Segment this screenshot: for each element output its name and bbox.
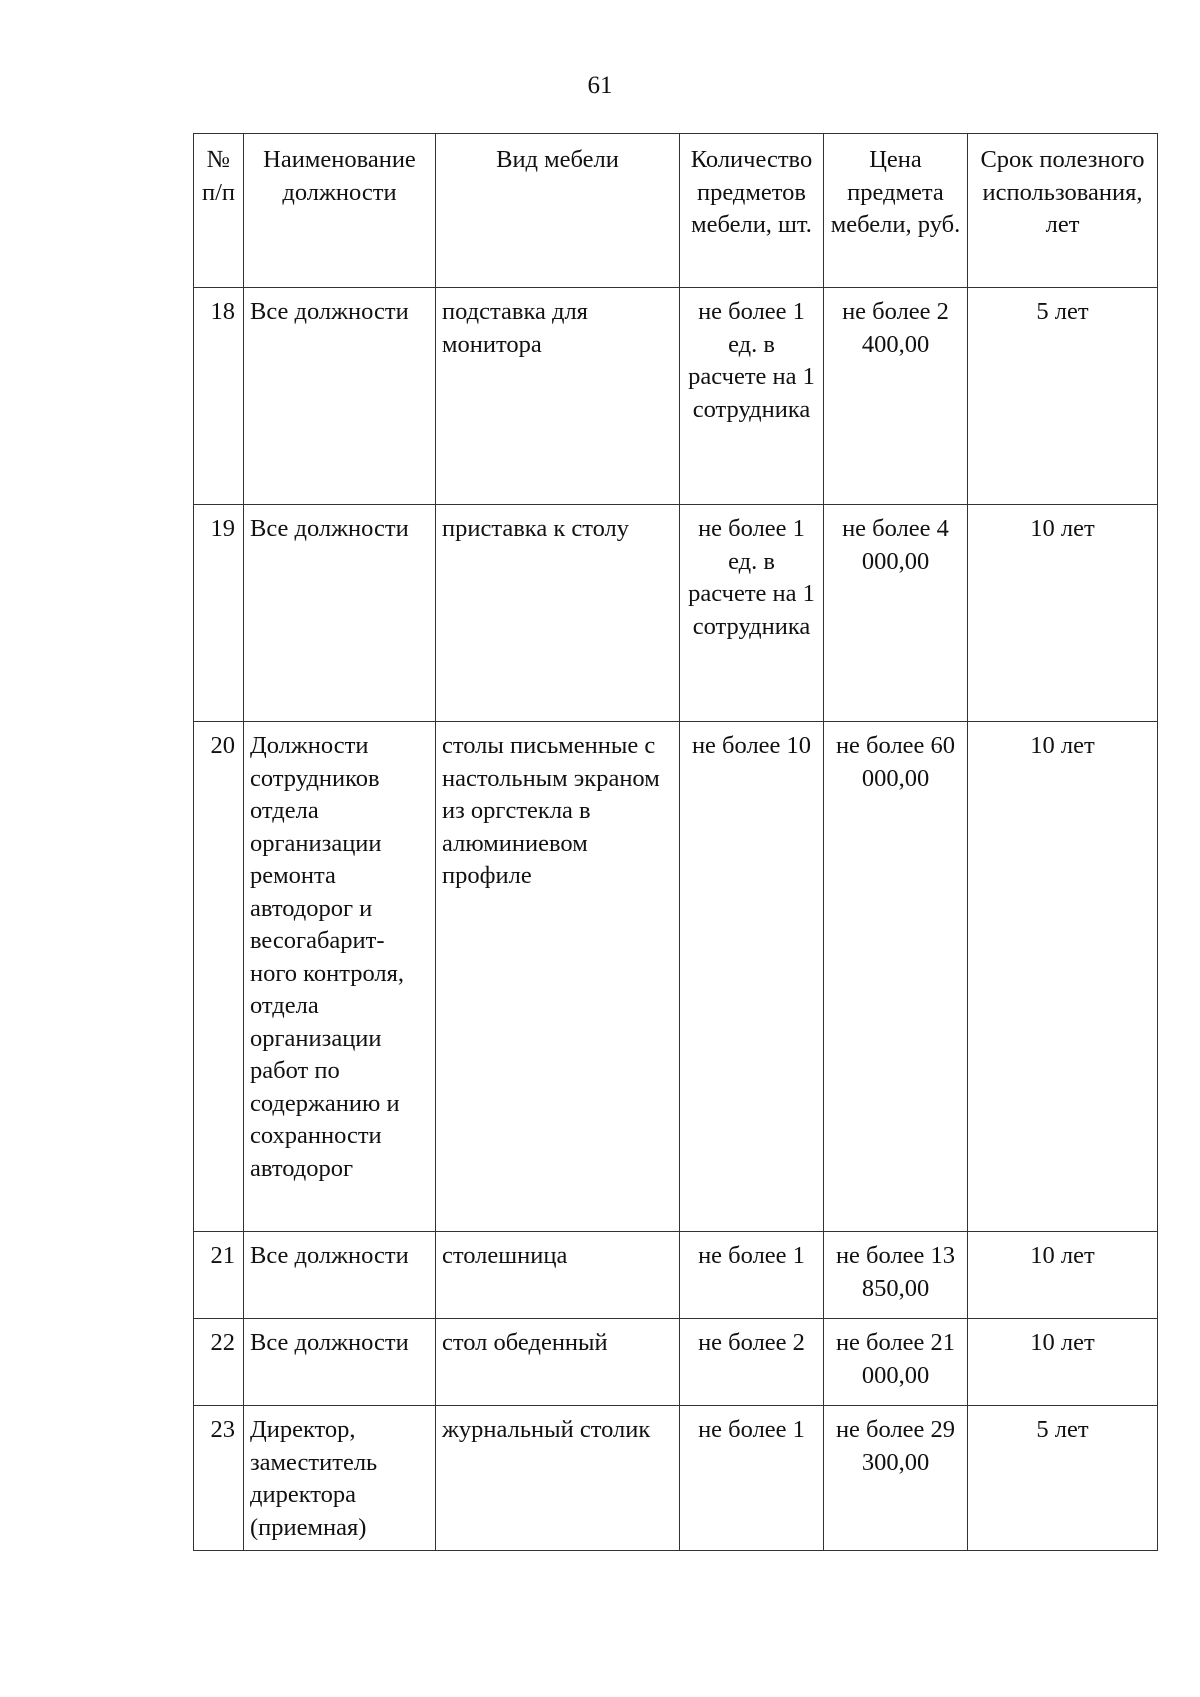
table-row [194,1319,1158,1406]
cell-quantity: не более 1 [680,1406,824,1551]
cell-price: не более 60 000,00 [824,722,968,1232]
cell-quantity: не более 1 [680,1232,824,1319]
cell-position: Все должности [244,505,436,722]
cell-price: не более 29 300,00 [824,1406,968,1551]
cell-price: не более 2 400,00 [824,288,968,505]
table-header-row [194,134,1158,288]
cell-position: Директор, заместитель директора (приемная) [244,1406,436,1551]
table-row [194,505,1158,722]
cell-num: 23 [194,1406,244,1551]
header-quantity: Количество предметов мебели, шт. [680,134,824,288]
cell-quantity: не более 1 ед. в расчете на 1 сотрудника [680,505,824,722]
table-row [194,1406,1158,1551]
cell-position: Все должности [244,1232,436,1319]
cell-furniture-type: приставка к столу [436,505,680,722]
cell-price: не более 4 000,00 [824,505,968,722]
cell-num: 21 [194,1232,244,1319]
header-price: Цена предмета мебели, руб. [824,134,968,288]
header-position: Наименование должности [244,134,436,288]
cell-term: 5 лет [968,1406,1158,1551]
cell-furniture-type: столы письменные с настольным экраном из оргстекла в алюминиевом профиле [436,722,680,1232]
cell-quantity: не более 10 [680,722,824,1232]
header-term: Срок полезного использования, лет [968,134,1158,288]
header-furniture-type: Вид мебели [436,134,680,288]
cell-quantity: не более 2 [680,1319,824,1406]
cell-term: 10 лет [968,1319,1158,1406]
cell-num: 19 [194,505,244,722]
furniture-table [193,133,1158,1551]
table-row [194,722,1158,1232]
cell-term: 10 лет [968,505,1158,722]
cell-num: 22 [194,1319,244,1406]
cell-term: 10 лет [968,1232,1158,1319]
table-row [194,1232,1158,1319]
cell-furniture-type: стол обеденный [436,1319,680,1406]
cell-price: не более 13 850,00 [824,1232,968,1319]
cell-num: 20 [194,722,244,1232]
cell-furniture-type: столешница [436,1232,680,1319]
cell-furniture-type: подставка для монитора [436,288,680,505]
cell-furniture-type: журнальный столик [436,1406,680,1551]
cell-quantity: не более 1 ед. в расчете на 1 сотрудника [680,288,824,505]
cell-position: Все должности [244,288,436,505]
cell-position: Должности сотрудников отдела организации ремонта автодорог и весогабарит-ного контроля, отдела организации работ по содержанию и сохранности автодорог [244,722,436,1232]
cell-price: не более 21 000,00 [824,1319,968,1406]
cell-num: 18 [194,288,244,505]
cell-term: 5 лет [968,288,1158,505]
table-row [194,288,1158,505]
cell-term: 10 лет [968,722,1158,1232]
page-number: 61 [587,72,613,99]
cell-position: Все должности [244,1319,436,1406]
header-num: № п/п [194,134,244,288]
